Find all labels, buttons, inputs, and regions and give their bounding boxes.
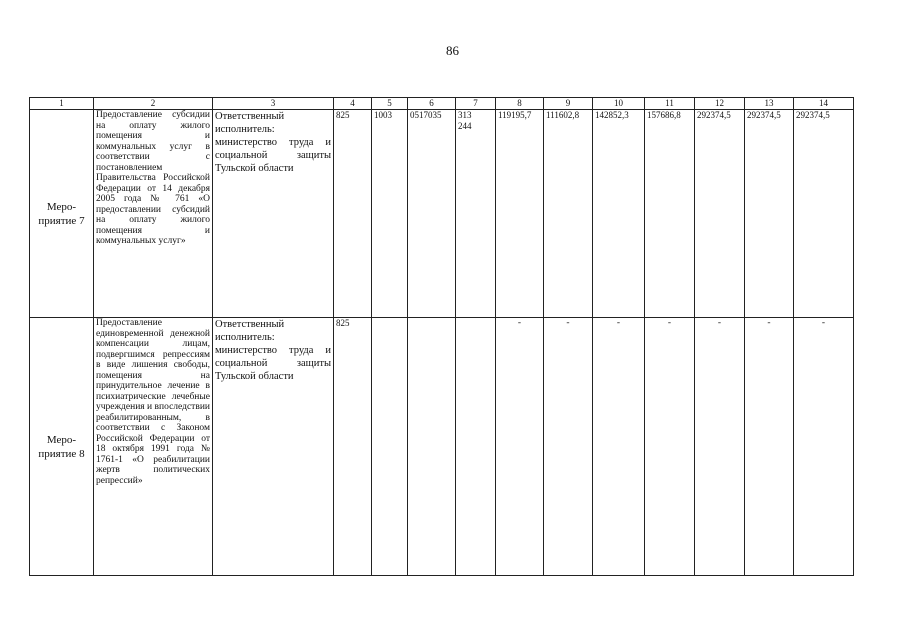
measure-label — [30, 110, 94, 318]
table-row-measure-8 — [30, 318, 854, 576]
measure-label-line: Меро- — [46, 433, 77, 446]
measure-label — [30, 318, 94, 576]
cell-col14: 292374,5 — [794, 110, 854, 318]
cell-col4: 825 — [334, 318, 372, 576]
cell-col5 — [372, 318, 408, 576]
header-cell: 8 — [496, 98, 544, 110]
cell-col7-line: 244 — [458, 120, 472, 131]
cell-col10: 142852,3 — [593, 110, 645, 318]
header-cell: 12 — [695, 98, 745, 110]
header-cell: 4 — [334, 98, 372, 110]
header-cell: 5 — [372, 98, 408, 110]
cell-col11: 157686,8 — [645, 110, 695, 318]
cell-col5: 1003 — [372, 110, 408, 318]
header-cell: 14 — [794, 98, 854, 110]
cell-col9: 111602,8 — [544, 110, 593, 318]
cell-col14: - — [794, 318, 854, 576]
cell-col8: - — [496, 318, 544, 576]
cell-col9: - — [544, 318, 593, 576]
responsible-executor: Ответственный исполнитель: министерство труда и социальной защиты Тульской области — [213, 318, 334, 576]
measure-description: Предоставление единовременной денежной компенсации лицам, подвергшимся репрессиям в виде лишения свободы, помещения на принудительное лечение в психиатрические лечебные учреждения и впоследствии реабилитированным, в соответствии с Законом Российской Федерации от 18 октября 1991 года № 1761-1 «О реабилитации жертв политических репрессий» — [94, 318, 213, 576]
page-number: 86 — [446, 43, 459, 58]
header-cell: 1 — [30, 98, 94, 110]
header-cell: 9 — [544, 98, 593, 110]
header-row — [30, 98, 854, 110]
header-cell: 13 — [745, 98, 794, 110]
program-table — [29, 97, 854, 576]
header-cell: 2 — [94, 98, 213, 110]
cell-col6: 0517035 — [408, 110, 456, 318]
header-cell: 6 — [408, 98, 456, 110]
table-row-measure-7 — [30, 110, 854, 318]
header-cell: 3 — [213, 98, 334, 110]
cell-col13: 292374,5 — [745, 110, 794, 318]
measure-description: Предоставление субсидии на оплату жилого помещения и коммунальных услуг в соответствии с постановлением Правительства Российской Федерации от 14 декабря 2005 года № 761 «О предоставлении субсидий на оплату жилого помещения и коммунальных услуг» — [94, 110, 213, 318]
cell-col12: - — [695, 318, 745, 576]
measure-label-line: приятие 8 — [38, 447, 85, 460]
header-cell: 7 — [456, 98, 496, 110]
cell-col8: 119195,7 — [496, 110, 544, 318]
cell-col7 — [456, 318, 496, 576]
measure-label-line: Меро- — [46, 200, 77, 213]
cell-col12: 292374,5 — [695, 110, 745, 318]
responsible-executor: Ответственный исполнитель: министерство труда и социальной защиты Тульской области — [213, 110, 334, 318]
cell-col11: - — [645, 318, 695, 576]
cell-col4: 825 — [334, 110, 372, 318]
cell-col7 — [456, 110, 496, 318]
measure-label-line: приятие 7 — [38, 214, 85, 227]
header-cell: 11 — [645, 98, 695, 110]
cell-col13: - — [745, 318, 794, 576]
cell-col10: - — [593, 318, 645, 576]
cell-col6 — [408, 318, 456, 576]
header-cell: 10 — [593, 98, 645, 110]
cell-col7-line: 313 — [458, 110, 472, 120]
